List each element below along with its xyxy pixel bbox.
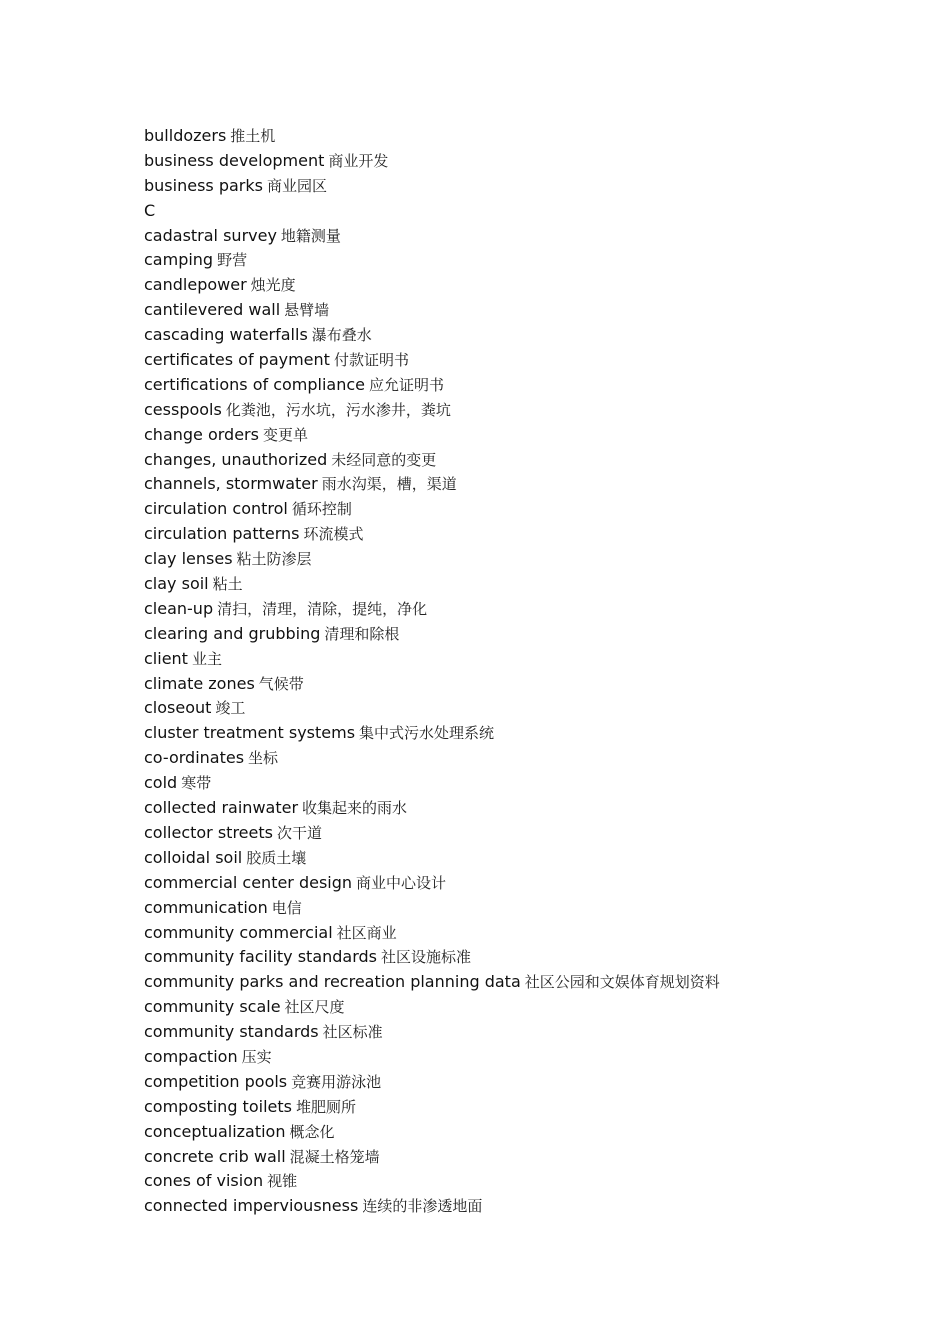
entry-term: C [144,200,156,220]
entry-term: candlepower [144,275,247,295]
entry-term: community parks and recreation planning data [144,972,521,992]
entry-translation: 气候带 [258,674,304,693]
entry-translation: 粘土 [212,575,243,594]
glossary-entry [144,846,720,871]
entry-translation: 商业园区 [266,176,327,195]
entry-term: concrete crib wall [144,1146,286,1166]
glossary-entry [144,1120,720,1145]
glossary-entry [144,721,720,746]
entry-term: connected imperviousness [144,1196,359,1216]
glossary-entry [144,248,720,273]
glossary-entry [144,1169,720,1194]
entry-term: bulldozers [144,126,227,145]
entry-term: conceptualization [144,1121,286,1141]
entry-translation: 推土机 [230,127,276,145]
entry-translation: 悬臂墙 [284,301,330,320]
entry-term: cantilevered wall [144,300,281,320]
glossary-entry [144,796,720,821]
glossary-entry [144,448,720,473]
glossary-entry [144,647,720,672]
glossary-entry [144,746,720,771]
glossary-entry [144,348,720,373]
glossary-entry [144,522,720,547]
entry-translation: 粘土防渗层 [236,550,312,569]
entry-term: cesspools [144,399,222,419]
entry-term: channels, stormwater [144,474,318,494]
entry-term: communication [144,897,268,917]
glossary-entry [144,224,720,249]
glossary-entry [144,871,720,896]
entry-translation: 压实 [241,1047,272,1066]
glossary-entry [144,1020,720,1045]
entry-translation: 社区设施标准 [381,948,472,967]
glossary-entry [144,149,720,174]
entry-translation: 野营 [217,251,248,270]
entry-translation: 堆肥厕所 [295,1097,356,1116]
glossary-entry [144,497,720,522]
entry-translation: 商业开发 [328,151,389,170]
entry-translation: 地籍测量 [280,226,341,245]
entry-translation: 瀑布叠水 [311,326,372,345]
glossary-entry [144,672,720,697]
glossary-entry [144,970,720,995]
glossary-entry [144,945,720,970]
entry-translation: 寒带 [181,774,212,793]
entry-translation: 烛光度 [250,276,296,295]
entry-term: circulation patterns [144,524,300,544]
entry-translation: 应允证明书 [369,375,445,394]
entry-term: cluster treatment systems [144,723,356,743]
entry-term: colloidal soil [144,847,243,867]
glossary-entry [144,199,720,224]
entry-term: business development [144,150,325,170]
entry-term: circulation control [144,499,288,519]
entry-translation: 次干道 [276,823,322,842]
glossary-entry [144,1045,720,1070]
entry-term: closeout [144,698,212,718]
entry-term: clay lenses [144,549,233,569]
entry-term: changes, unauthorized [144,449,328,469]
glossary-entry [144,896,720,921]
entry-translation: 概念化 [289,1122,335,1141]
entry-term: clean-up [144,598,214,618]
entry-term: certifications of compliance [144,374,365,394]
entry-translation: 社区商业 [336,923,397,942]
entry-term: community scale [144,997,281,1017]
glossary-entry [144,597,720,622]
glossary-entry [144,995,720,1020]
glossary-entry [144,273,720,298]
entry-translation: 混凝土格笼墙 [289,1147,380,1166]
entry-translation: 雨水沟渠，槽，渠道 [321,475,457,494]
glossary-entry [144,921,720,946]
entry-translation: 胶质土壤 [246,848,307,867]
entry-term: cadastral survey [144,225,277,245]
glossary-entry [144,174,720,199]
entry-translation: 付款证明书 [333,351,409,370]
entry-translation: 电信 [271,898,302,917]
entry-term: community commercial [144,922,333,942]
entry-term: co-ordinates [144,748,245,768]
glossary-entry [144,1194,720,1219]
entry-term: clay soil [144,574,209,594]
glossary-entry [144,821,720,846]
entry-term: composting toilets [144,1096,292,1116]
entry-term: compaction [144,1046,238,1066]
glossary-entry [144,298,720,323]
glossary-entry [144,423,720,448]
entry-term: certificates of payment [144,350,330,370]
entry-term: cascading waterfalls [144,325,308,345]
glossary-entry [144,1095,720,1120]
entry-translation: 坐标 [248,749,279,768]
entry-translation: 集中式污水处理系统 [359,724,495,743]
entry-translation: 变更单 [262,425,308,444]
glossary-entry [144,1145,720,1170]
glossary-entry [144,696,720,721]
entry-term: competition pools [144,1071,288,1091]
glossary-entry [144,398,720,423]
glossary-entry [144,472,720,497]
glossary-entry [144,771,720,796]
entry-term: community facility standards [144,947,378,967]
entry-term: cones of vision [144,1171,264,1191]
glossary-entry [144,1070,720,1095]
entry-translation: 社区尺度 [284,998,345,1017]
entry-translation: 视锥 [267,1172,298,1191]
entry-term: community standards [144,1022,319,1042]
entry-translation: 业主 [191,649,222,668]
entry-translation: 连续的非渗透地面 [362,1197,483,1216]
glossary-entry [144,622,720,647]
entry-term: camping [144,250,214,270]
entry-term: collector streets [144,822,273,842]
glossary-entry [144,124,720,149]
entry-translation: 商业中心设计 [356,873,447,892]
entry-term: commercial center design [144,872,353,892]
entry-term: climate zones [144,673,255,693]
entry-term: cold [144,773,178,793]
entry-translation: 收集起来的雨水 [302,799,408,818]
entry-translation: 清理和除根 [324,624,400,643]
glossary-entry [144,323,720,348]
entry-translation: 清扫，清理，清除，提纯，净化 [217,599,428,618]
entry-translation: 竞赛用游泳池 [291,1072,382,1091]
entry-translation: 环流模式 [303,525,364,544]
entry-term: business parks [144,175,263,195]
entry-translation: 循环控制 [291,500,352,519]
entry-translation: 社区公园和文娱体育规划资料 [524,973,720,992]
entry-term: collected rainwater [144,798,299,818]
glossary-entry [144,572,720,597]
glossary-entry [144,373,720,398]
entry-term: client [144,648,188,668]
entry-translation: 社区标准 [322,1023,383,1042]
entry-translation: 未经同意的变更 [331,450,437,469]
glossary-entry [144,547,720,572]
entry-translation: 化粪池，污水坑，污水渗井，粪坑 [225,400,451,419]
entry-translation: 竣工 [215,699,246,718]
entry-term: change orders [144,424,259,444]
glossary-list [144,124,720,1219]
entry-term: clearing and grubbing [144,623,321,643]
